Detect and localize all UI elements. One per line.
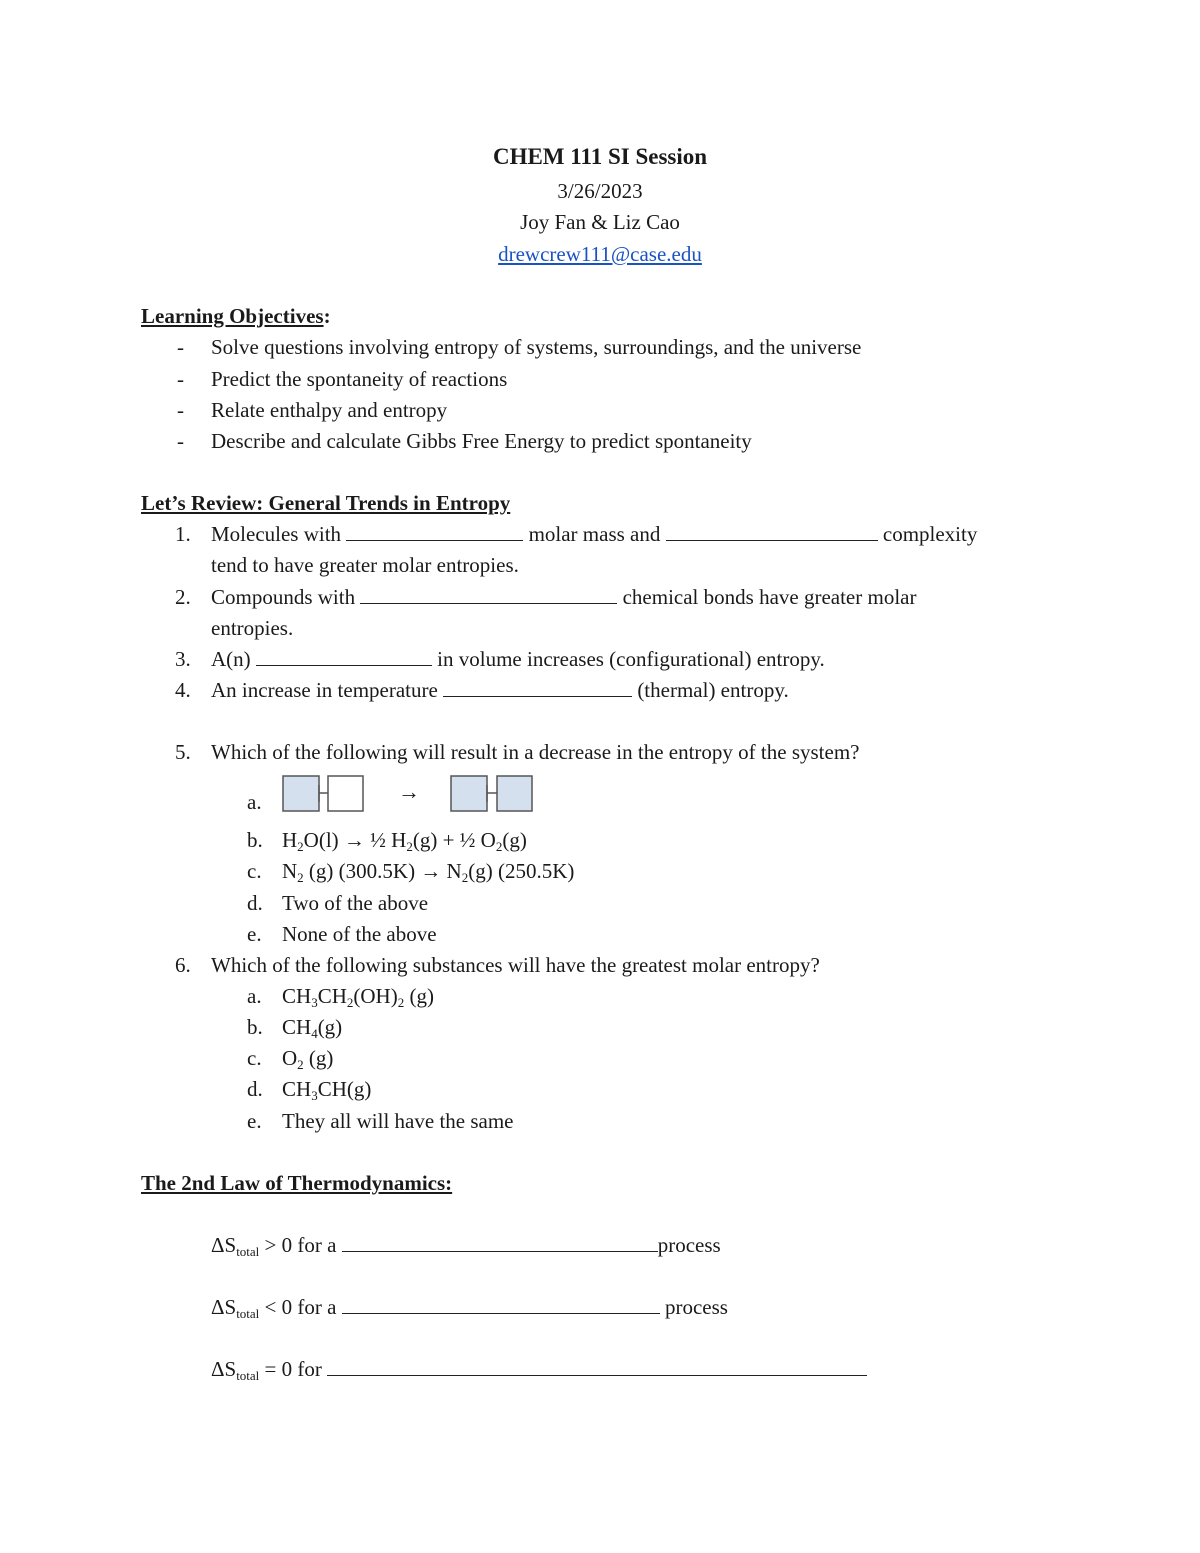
reaction-arrow-icon: → <box>398 779 420 804</box>
answer-blank[interactable] <box>443 678 632 697</box>
option-text: None of the above <box>282 922 437 946</box>
email-link[interactable]: drewcrew111@case.edu <box>498 242 702 266</box>
question-5: Which of the following will result in a decrease in the entropy of the system? <box>211 740 860 764</box>
answer-blank[interactable] <box>327 1357 867 1376</box>
question-4: An increase in temperature (thermal) entropy. <box>211 678 789 702</box>
authors: Joy Fan & Liz Cao <box>520 210 680 234</box>
second-law-line-1: $\Delta S_{total} > 0$ for a process <box>211 1233 721 1259</box>
answer-blank[interactable] <box>256 647 432 666</box>
second-law-line-2: $\Delta S_{total} < 0$ for a process <box>211 1295 728 1321</box>
option-label: c. <box>247 859 262 883</box>
option-b-formula: $CH_4(g)$ <box>282 1015 343 1041</box>
question-number: 3. <box>175 647 191 671</box>
objective-item: Predict the spontaneity of reactions <box>211 367 508 391</box>
question-number: 1. <box>175 522 191 546</box>
option-a-formula: $CH_3CH_2(OH)_2$ (g) <box>282 984 434 1010</box>
option-label: c. <box>247 1046 262 1070</box>
option-label: a. <box>247 790 262 814</box>
bullet: - <box>177 335 184 359</box>
question-1: Molecules with molar mass and complexity <box>211 522 978 546</box>
question-2-line2: entropies. <box>211 616 294 640</box>
option-c-formula: $N_2$ (g) $(300.5K) \to N_2(g)$ (250.5K) <box>282 859 575 885</box>
objective-item: Relate enthalpy and entropy <box>211 398 448 422</box>
question-1-line2: tend to have greater molar entropies. <box>211 553 519 577</box>
answer-blank[interactable] <box>666 522 878 541</box>
question-6: Which of the following substances will have the greatest molar entropy? <box>211 953 820 977</box>
option-d-formula: $CH_3CH(g)$ <box>282 1077 372 1103</box>
option-label: b. <box>247 1015 263 1039</box>
option-label: a. <box>247 984 262 1008</box>
option-text: Two of the above <box>282 891 429 915</box>
question-number: 6. <box>175 953 191 977</box>
filled-box <box>451 776 487 811</box>
empty-box <box>328 776 363 811</box>
objective-item: Solve questions involving entropy of systems, surroundings, and the universe <box>211 335 862 359</box>
option-c-formula: $O_2$ (g) <box>282 1046 334 1072</box>
bullet: - <box>177 429 184 453</box>
option-text: They all will have the same <box>282 1109 514 1133</box>
option-label: d. <box>247 891 263 915</box>
objective-item: Describe and calculate Gibbs Free Energy to predict spontaneity <box>211 429 752 453</box>
bullet: - <box>177 367 184 391</box>
answer-blank[interactable] <box>346 522 523 541</box>
question-3: A(n) in volume increases (configurational) entropy. <box>211 647 825 671</box>
filled-box <box>497 776 532 811</box>
option-label: e. <box>247 922 262 946</box>
option-label: b. <box>247 828 263 852</box>
email-container <box>0 242 1200 267</box>
answer-blank[interactable] <box>360 585 617 604</box>
session-date: 3/26/2023 <box>557 179 643 203</box>
filled-box <box>283 776 319 811</box>
question-number: 5. <box>175 740 191 764</box>
option-b-formula: $H_2O(l)$ → ½ $H_2(g)$ + ½ $O_2(g)$ <box>282 828 527 854</box>
page-title: CHEM 111 SI Session <box>492 144 708 169</box>
question-number: 4. <box>175 678 191 702</box>
objectives-heading-row: Learning Objectives: <box>141 304 331 328</box>
second-law-line-3: $\Delta S_{total} = 0$ for <box>211 1357 867 1382</box>
objectives-heading: Learning Objectives <box>141 304 324 328</box>
bullet: - <box>177 398 184 422</box>
option-label: e. <box>247 1109 262 1133</box>
review-heading: Let’s Review: General Trends in Entropy <box>141 491 511 515</box>
question-2: Compounds with chemical bonds have greater molar <box>211 585 917 609</box>
answer-blank[interactable] <box>342 1295 660 1314</box>
question-number: 2. <box>175 585 191 609</box>
answer-blank[interactable] <box>342 1233 658 1252</box>
option-label: d. <box>247 1077 263 1101</box>
second-law-heading: The 2nd Law of Thermodynamics: <box>141 1171 453 1195</box>
